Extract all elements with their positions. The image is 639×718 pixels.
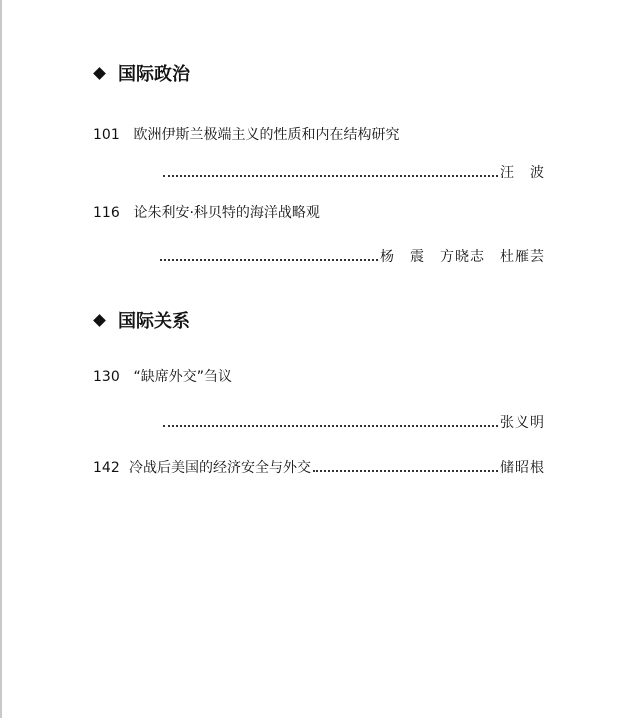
section-heading-2 — [95, 307, 190, 333]
toc-entry-title-text: 欧洲伊斯兰极端主义的性质和内在结构研究 — [133, 127, 400, 143]
toc-entry-title[interactable] — [93, 204, 320, 222]
toc-entry-title[interactable] — [93, 126, 399, 144]
toc-entry-title[interactable] — [93, 368, 232, 386]
toc-entry-author: 张义明 — [500, 415, 545, 431]
toc-entry-title[interactable] — [93, 459, 545, 477]
section-heading-text: 国际政治 — [118, 64, 190, 85]
toc-entry-author: 储昭根 — [500, 460, 545, 476]
toc-entry-author: 汪 波 — [500, 165, 545, 181]
toc-entry-title-text: 论朱利安·科贝特的海洋战略观 — [133, 205, 320, 221]
section-heading-text: 国际关系 — [118, 311, 190, 332]
diamond-bullet-icon — [93, 67, 106, 80]
diamond-bullet-icon — [93, 314, 106, 327]
dot-leader — [313, 470, 498, 472]
toc-entry-page: 130 — [93, 369, 120, 385]
toc-entry-title-text: 冷战后美国的经济安全与外交 — [129, 460, 311, 476]
dot-leader — [160, 259, 378, 261]
toc-entry-author-line — [163, 414, 545, 432]
toc-entry-author-line — [160, 248, 545, 266]
toc-entry-page: 101 — [93, 127, 120, 143]
toc-entry-title-text: “缺席外交”刍议 — [133, 369, 232, 385]
page-left-edge — [0, 0, 2, 718]
toc-entry-author: 杨 震 方晓志 杜雁芸 — [380, 249, 545, 265]
toc-entry-page: 116 — [93, 205, 120, 221]
toc-entry-author-line — [163, 164, 545, 182]
toc-entry-page: 142 — [93, 460, 120, 476]
section-heading-1 — [95, 60, 190, 86]
dot-leader — [163, 175, 498, 177]
dot-leader — [163, 425, 498, 427]
